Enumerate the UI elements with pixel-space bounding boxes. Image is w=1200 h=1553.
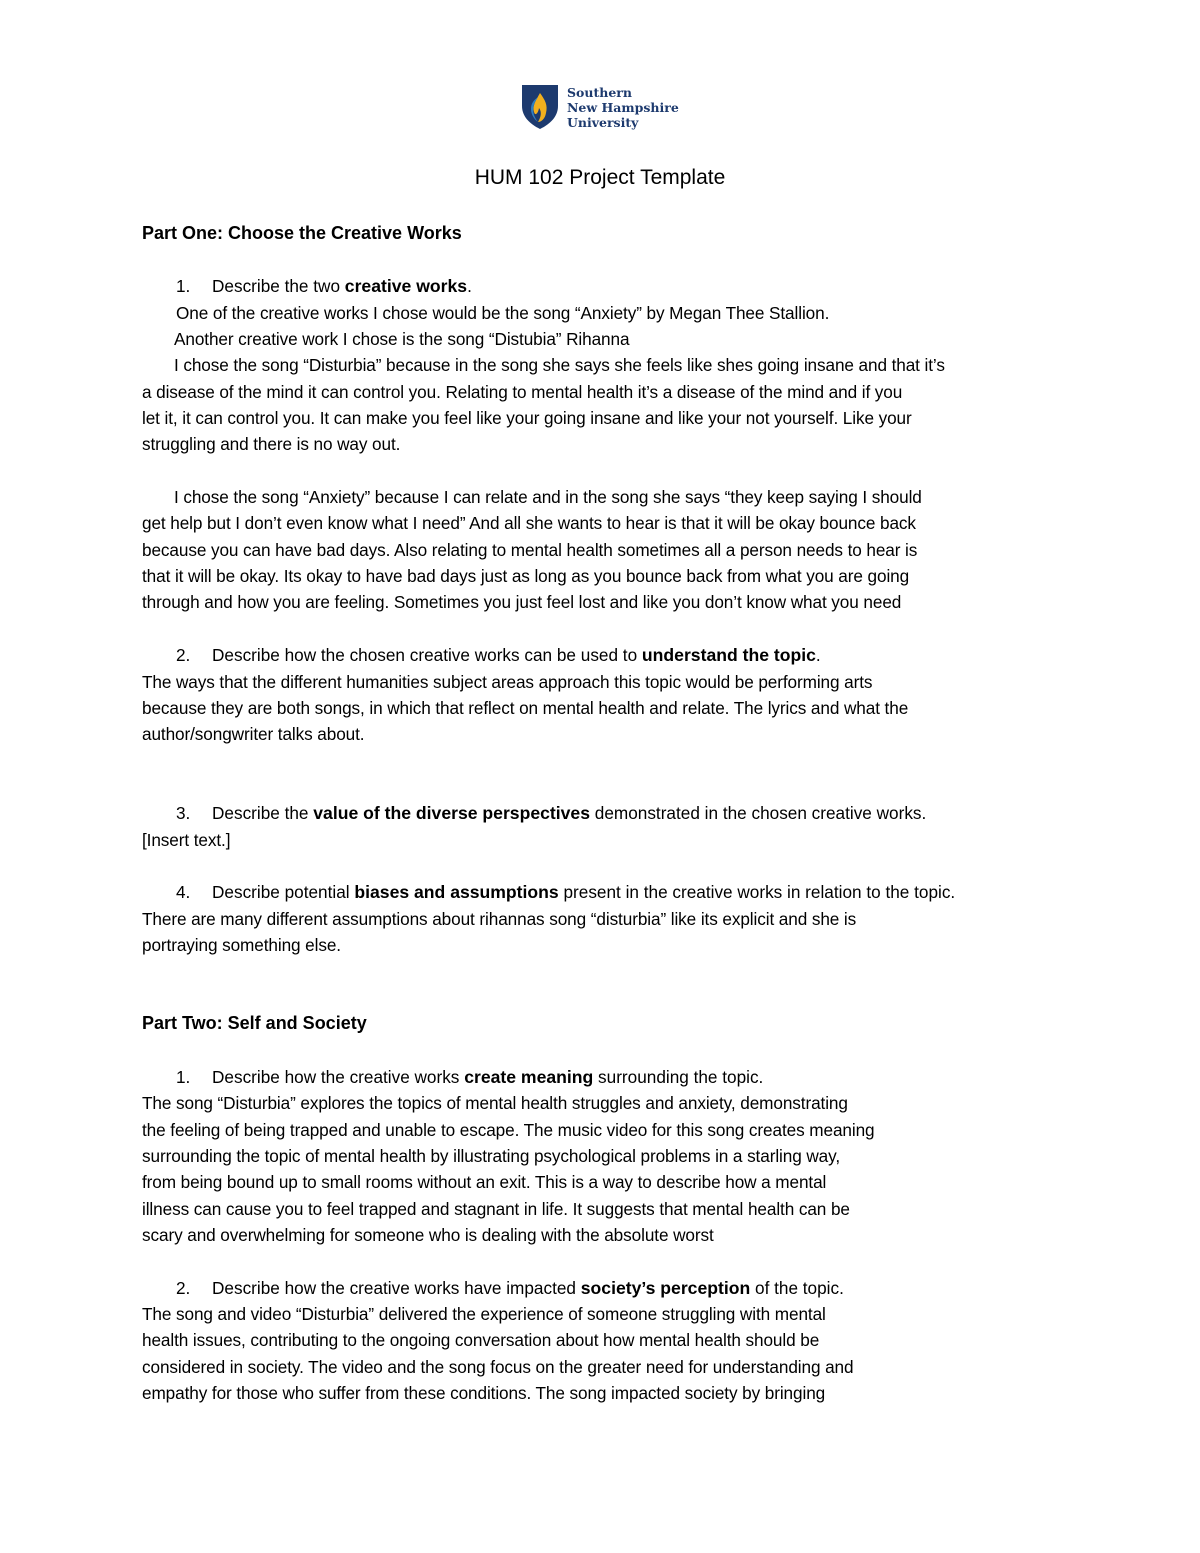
p1-q4-prompt: Describe potential biases and assumptions present in the creative works in relation to the topic. — [212, 882, 956, 902]
logo-line-3: University — [567, 115, 639, 130]
answer-line: scary and overwhelming for someone who is dealing with the absolute worst — [142, 1225, 714, 1245]
answer-line: struggling and there is no way out. — [142, 434, 401, 454]
part-one-heading: Part One: Choose the Creative Works — [142, 223, 462, 243]
logo-line-1: Southern — [567, 85, 632, 100]
answer-line: portraying something else. — [142, 935, 341, 955]
answer-line: illness can cause you to feel trapped and stagnant in life. It suggests that mental health can be — [142, 1199, 850, 1219]
part-two-heading: Part Two: Self and Society — [142, 1013, 367, 1033]
p2-q2-number: 2. — [176, 1278, 191, 1298]
answer-line: get help but I don’t even know what I need” And all she wants to hear is that it will be okay bounce back — [142, 513, 916, 533]
p1-q1-keyword: creative works — [344, 276, 468, 296]
p1-q1-number: 1. — [176, 276, 191, 296]
answer-line: The ways that the different humanities subject areas approach this topic would be performing arts — [142, 672, 873, 692]
shield-flame-icon — [521, 84, 559, 130]
p2-q1-keyword: create meaning — [464, 1067, 594, 1087]
p1-q2-prompt: Describe how the chosen creative works can be used to understand the topic. — [212, 645, 821, 665]
answer-line: I chose the song “Disturbia” because in the song she says she feels like shes going insane and that it’s — [174, 355, 945, 375]
answer-line: surrounding the topic of mental health by illustrating psychological problems in a starling way, — [142, 1146, 841, 1166]
answer-line: let it, it can control you. It can make you feel like your going insane and like your not yourself. Like your — [142, 408, 912, 428]
answer-line: through and how you are feeling. Sometimes you just feel lost and like you don’t know what you need — [142, 592, 902, 612]
p1-q3-keyword: value of the diverse perspectives — [313, 803, 591, 823]
document-title: HUM 102 Project Template — [474, 166, 726, 189]
answer-line: health issues, contributing to the ongoing conversation about how mental health should be — [142, 1330, 820, 1350]
answer-line: [Insert text.] — [142, 830, 231, 850]
p1-q1-prompt: Describe the two creative works. — [212, 276, 472, 296]
answer-line: because they are both songs, in which that reflect on mental health and relate. The lyrics and what the — [142, 698, 909, 718]
p1-q2-number: 2. — [176, 645, 191, 665]
answer-line: I chose the song “Anxiety” because I can relate and in the song she says “they keep saying I should — [174, 487, 922, 507]
answer-line: from being bound up to small rooms without an exit. This is a way to describe how a mental — [142, 1172, 827, 1192]
p1-q3-prompt: Describe the value of the diverse perspectives demonstrated in the chosen creative works. — [212, 803, 927, 823]
p2-q2-prompt: Describe how the creative works have impacted society’s perception of the topic. — [212, 1278, 844, 1298]
answer-line: There are many different assumptions about rihannas song “disturbia” like its explicit and she is — [142, 909, 857, 929]
answer-line: One of the creative works I chose would be the song “Anxiety” by Megan Thee Stallion. — [176, 303, 830, 323]
p1-q3-number: 3. — [176, 803, 191, 823]
answer-line: because you can have bad days. Also relating to mental health sometimes all a person needs to hear is — [142, 540, 918, 560]
answer-line: empathy for those who suffer from these conditions. The song impacted society by bringing — [142, 1383, 826, 1403]
answer-line: the feeling of being trapped and unable to escape. The music video for this song creates meaning — [142, 1120, 875, 1140]
answer-line: The song “Disturbia” explores the topics of mental health struggles and anxiety, demonstrating — [142, 1093, 848, 1113]
p1-q4-keyword: biases and assumptions — [354, 882, 559, 902]
p1-q2-keyword: understand the topic — [641, 645, 816, 665]
answer-line: The song and video “Disturbia” delivered the experience of someone struggling with mental — [142, 1304, 826, 1324]
university-logo — [521, 84, 691, 134]
logo-line-2: New Hampshire — [567, 100, 679, 115]
p2-q1-number: 1. — [176, 1067, 191, 1087]
answer-line: Another creative work I chose is the song “Distubia” Rihanna — [174, 329, 630, 349]
answer-line: considered in society. The video and the song focus on the greater need for understanding and — [142, 1357, 854, 1377]
answer-line: a disease of the mind it can control you. Relating to mental health it’s a disease of the mind and if you — [142, 382, 903, 402]
p2-q2-keyword: society’s perception — [580, 1278, 751, 1298]
p2-q1-prompt: Describe how the creative works create meaning surrounding the topic. — [212, 1067, 764, 1087]
p1-q4-number: 4. — [176, 882, 191, 902]
answer-line: that it will be okay. Its okay to have bad days just as long as you bounce back from what you are going — [142, 566, 910, 586]
answer-line: author/songwriter talks about. — [142, 724, 365, 744]
